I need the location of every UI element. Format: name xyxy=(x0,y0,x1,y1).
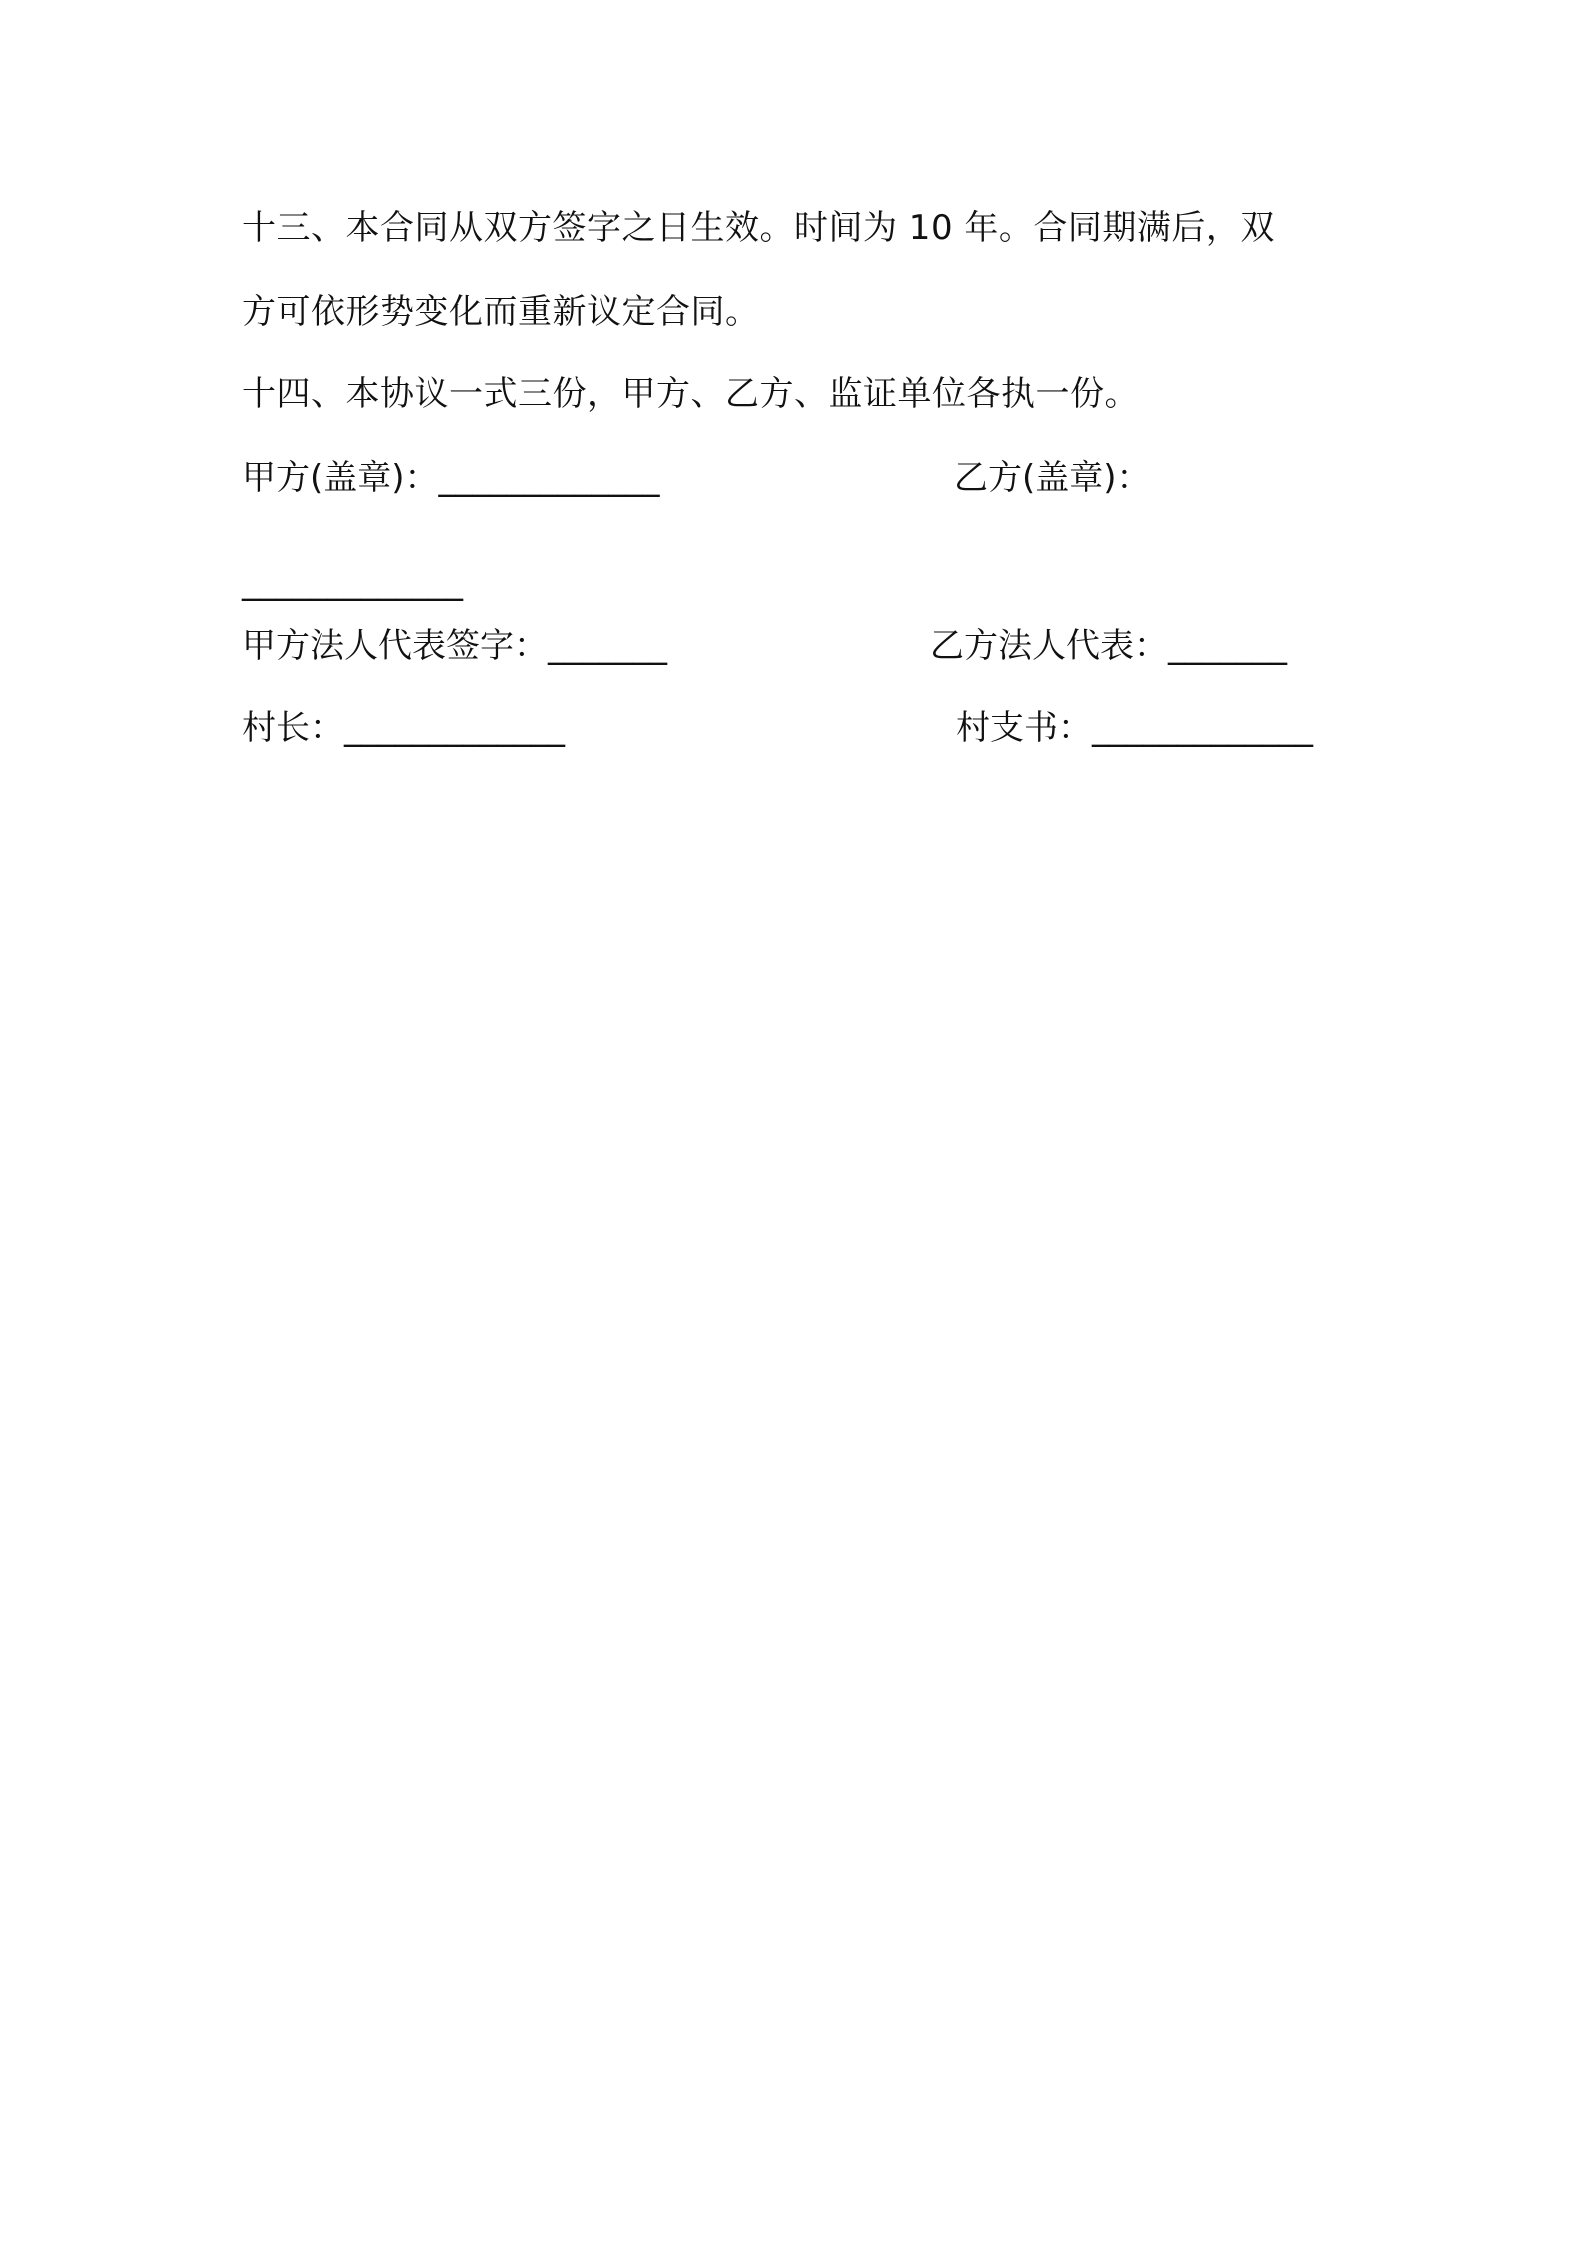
party-b-seal-field: 乙方(盖章)： xyxy=(954,458,1151,498)
village-signature-row xyxy=(242,706,1352,750)
party-b-legal-rep-field: 乙方法人代表：_______ xyxy=(930,626,1287,666)
party-a-legal-rep-field: 甲方法人代表签字：_______ xyxy=(242,626,667,666)
clause-13-line-1: 十三、本合同从双方签字之日生效。时间为 10 年。合同期满后，双 xyxy=(242,208,1275,248)
clause-14: 十四、本协议一式三份，甲方、乙方、监证单位各执一份。 xyxy=(242,374,1139,414)
seal-signature-row xyxy=(242,456,1352,500)
village-head-field: 村长：_____________ xyxy=(242,708,565,748)
party-b-seal-blank: _____________ xyxy=(242,562,463,602)
party-a-seal-field: 甲方(盖章)：_____________ xyxy=(242,458,660,498)
clause-13-line-2: 方可依形势变化而重新议定合同。 xyxy=(242,292,760,332)
legal-rep-signature-row xyxy=(242,624,1352,668)
party-b-seal-blank-row xyxy=(242,560,1352,604)
village-secretary-field: 村支书：_____________ xyxy=(956,708,1313,748)
